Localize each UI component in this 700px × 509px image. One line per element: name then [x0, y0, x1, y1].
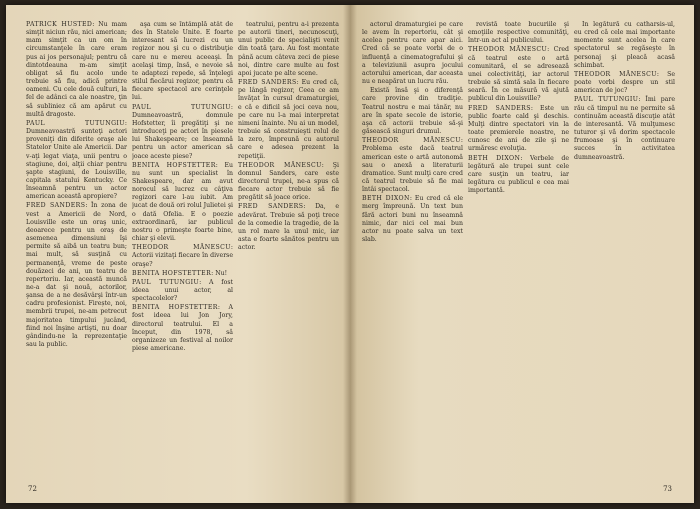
speaker-name: FRED SANDERS [238, 79, 297, 87]
paragraph [132, 270, 233, 278]
page-number-right: 73 [663, 485, 672, 493]
paragraph [238, 203, 339, 252]
paragraph-text: În legătură cu catharsis-ul, eu cred că cele mai importante momente sunt acelea în care spectatorul se regăseşte în personaj şi pleacă acasă schimbat. [574, 21, 675, 69]
paragraph [362, 137, 463, 194]
right-page [350, 5, 694, 503]
book-gutter [343, 5, 357, 503]
speaker-name: THEODOR MĂNESCU [468, 46, 548, 54]
page-number-left: 72 [28, 485, 37, 493]
paragraph-text: Există însă şi o diferenţă care provine din tradiţie. Teatrul nostru e mai tânăr, nu are în spate secole de istorie, aşa că actorii trebuie să-şi găsească singuri drumul. [362, 87, 463, 136]
paragraph [238, 21, 339, 78]
paragraph-text: : În zona de vest a Americii de Nord, Louisville este un oraş unic, deoarece pentru un oraş de asemenea dimensiuni îşi permite să aibă un teatru bun; mai mult, să susţină cu permanenţă, vreme de peste douăzeci de ani, un teatru de repertoriu. Iar, această muncă ne-a dat şi nouă, actorilor, şansa de a ne desăvârşi într-un cadru profesionist. Firește, noi, membrii trupei, ne-am petrecut majoritatea timpului jucând, fiind noi înşine artişti, nu doar gândindu-ne la reprezentaţie sau la public. [26, 202, 127, 349]
paragraph [132, 244, 233, 268]
speaker-name: PAUL TUTUNGIU [132, 278, 200, 286]
paragraph-text: : Nu mam simţit niciun rău, nici american; mam simţit ca un om în circumstanţele în care eram pus ai jos personajul; pentru că dintotdeauna m-am simţit obligat să fiu acolo unde trebuie să fiu, adică printre oameni. Cu cele două culturi, la fel de adânci ca ale noastre, ţin să subliniez că am apărut cu multă dragoste. [26, 21, 127, 118]
speaker-name: BENITA HOFSTETTER [132, 161, 216, 169]
speaker-name: FRED SANDERS [238, 203, 304, 211]
paragraph-text: : Dumneavoastră, domnule Hofstetter, îi pregătiţi şi ne introduceţi pe actori în piesele lui Shakespeare; ce înseamnă pentru un actor american să joace aceste piese? [132, 103, 233, 160]
paragraph [26, 21, 127, 119]
speaker-name: THEODOR MĂNESCU [574, 70, 657, 78]
speaker-name: BENITA HOFSTETTER [132, 304, 218, 312]
paragraph [132, 162, 233, 244]
paragraph-text: revistă toate bucuriile şi emoţiile respective comunităţi, într-un act al publicului. [468, 21, 569, 45]
right-page-column-1 [362, 21, 463, 481]
left-page-column-2 [132, 21, 233, 481]
paragraph [132, 21, 233, 103]
paragraph [468, 155, 569, 196]
right-page-column-2 [468, 21, 569, 481]
speaker-name: FRED SANDERS [468, 104, 531, 112]
paragraph [574, 21, 675, 70]
speaker-name: FRED SANDERS [26, 202, 86, 210]
paragraph [132, 104, 233, 161]
paragraph [132, 304, 233, 353]
speaker-name: PATRICK HUSTED [26, 21, 93, 28]
speaker-name: THEODOR MĂNESCU [362, 137, 461, 145]
speaker-name: THEODOR MĂNESCU [238, 161, 322, 169]
book-spread [6, 5, 694, 503]
paragraph [574, 71, 675, 95]
paragraph-text: : Se poate vorbi despre un stil american de joc? [574, 70, 675, 95]
right-page-column-3 [574, 21, 675, 481]
left-page-column-3 [238, 21, 339, 481]
speaker-name: PAUL TUTUNGIU [26, 119, 125, 127]
speaker-name: BETH DIXON [362, 195, 410, 203]
paragraph [26, 120, 127, 202]
paragraph [238, 79, 339, 161]
paragraph-text: : A fost ideea unui actor, al spectacolelor? [132, 278, 233, 303]
left-page-column-1 [26, 21, 127, 481]
paragraph-text: : Eu cred că ele merg împreună. Un text bun fără actori buni nu înseamnă nimic, dar nici cel mai bun actor nu poate salva un text slab. [362, 195, 463, 244]
paragraph-text: actorul dramaturgiei pe care le avem în repertoriu, cât şi acelea pentru care apar aici. Cred că se poate vorbi de o influenţă a cinematografului şi a televiziunii asupra jocului actorului american, dar aceasta nu e neapărat un lucru rău. [362, 21, 463, 86]
paragraph [132, 279, 233, 303]
paragraph [468, 105, 569, 154]
paragraph-text: : Actorii vizitaţi fiecare în diverse oraşe? [132, 244, 233, 268]
paragraph [362, 21, 463, 86]
paragraph-text: : Eu nu sunt un specialist în Shakespeare, dar am avut norocul să lucrez cu câţiva regizori care l-au iubit. Am jucat de două ori rolul Julietei şi o dată Ofelia. E o poezie extraordinară, iar publicul nostru o primeşte foarte bine, chiar şi elevii. [132, 161, 233, 243]
paragraph-text: : Cred că teatrul este o artă comunitară, el se adresează unei colectivităţi, iar actorul trebuie să simtă sala în fiecare seară. În ce măsură vă ajută publicul din Louisville? [468, 46, 569, 103]
paragraph-text: : Problema este dacă teatrul american este o artă autonomă sau o anexă a literaturii dramatice. Sunt mulţi care cred că teatrul trebuie să fie mai întâi spectacol. [362, 137, 463, 194]
paragraph-text: teatrului, pentru a-i prezenta pe autorii tineri, necunoscuţi, unui public de specialişti venit din toată ţara. Au fost montate până acum câteva zeci de piese noi, dintre care multe au fost apoi jucate pe alte scene. [238, 21, 339, 77]
paragraph-text: : Dumneavoastră sunteţi actori proveniţi din diferite oraşe ale Statelor Unite ale Americii. Dar v-aţi legat viaţa, unii pentru o stagiune, doi, alţii chiar pentru şapte stagiuni, de Louisville, capitala statului Kentucky. Ce înseamnă pentru un actor american această apropiere? [26, 119, 127, 201]
paragraph-text: : Da, e adevărat. Trebuie să poţi trece de la comedie la tragedie, de la un rol mare la unul mic, iar asta e foarte sănătos pentru un actor. [238, 203, 339, 252]
paragraph [574, 96, 675, 161]
speaker-name: BETH DIXON [468, 154, 521, 162]
paragraph-text: : Îmi pare rău că timpul nu ne permite să continuăm această discuţie atât de interesantă. Vă mulţumesc tuturor şi vă dorim spectacole frumoase şi în continuare succes în activitatea dumneavoastră. [574, 96, 675, 161]
paragraph-text: : A fost ideea lui Jon Jory, directorul teatrului. El a început, din 1978, să organizeze un festival al noilor piese americane. [132, 304, 233, 353]
paragraph-text: : Este un public foarte cald şi deschis. Mulţi dintre spectatori vin la toate premierele noastre, ne cunosc de ani de zile şi ne urmăresc evoluţia. [468, 104, 569, 153]
paragraph-text: : Verbele de legătură ale trupei sunt cele care susţin un teatru, iar legătura cu publicul e cea mai importantă. [468, 154, 569, 195]
paragraph [468, 21, 569, 45]
speaker-name: PAUL TUTUNGIU [574, 96, 639, 104]
paragraph-text: aşa cum se întâmplă atât de des în Statele Unite. E foarte interesant să lucrezi cu un regizor nou şi cu o distribuţie care nu e mereu aceeaşi. În acelaşi timp, însă, e nevoie să te adaptezi repede, să înţelegi stilul fiecărui regizor, pentru că fiecare spectacol are cerinţele lui. [132, 21, 233, 102]
speaker-name: THEODOR MĂNESCU [132, 244, 231, 252]
paragraph-text: : Eu cred că, pe lângă regizor, Ceea ce am învăţat în cursul dramaturgiei, e că e dificil să joci ceva nou, pe care nu l-a mai interpretat nimeni înainte. Nu ai un model, trebuie să construieşti rolul de la zero, împreună cu autorul care e adesea prezent la repetiţii. [238, 79, 339, 160]
paragraph [238, 162, 339, 203]
paragraph-text: : Nu! [211, 269, 228, 277]
paragraph-text: : Şi domnul Sanders, care este directorul trupei, ne-a spus că fiecare actor trebuie să fie pregătit să joace orice. [238, 161, 339, 202]
paragraph [26, 202, 127, 349]
left-page [6, 5, 350, 503]
paragraph [362, 195, 463, 244]
paragraph [468, 46, 569, 103]
paragraph [362, 87, 463, 136]
speaker-name: PAUL TUTUNGIU [132, 103, 231, 111]
speaker-name: BENITA HOFSTETTER [132, 269, 212, 277]
